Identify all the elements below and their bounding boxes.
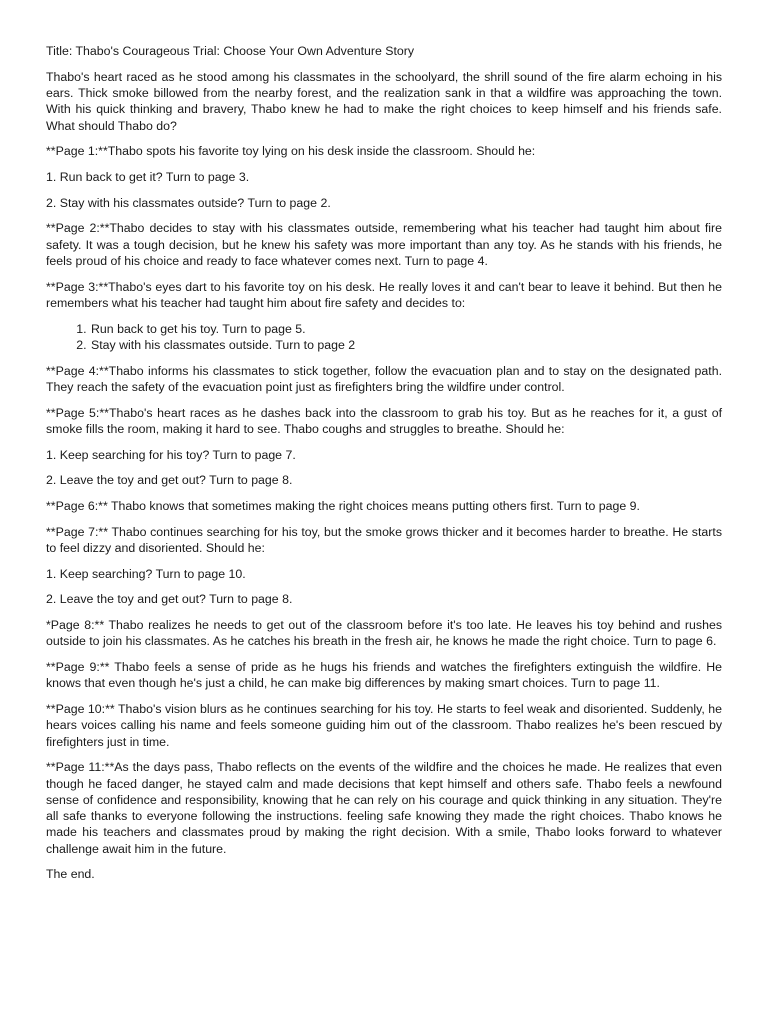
document-page xyxy=(46,43,722,892)
page-10-text: **Page 10:** Thabo's vision blurs as he continues searching for his toy. He starts to feel weak and disoriented. Suddenly, he hears voices calling his name and feels someone guiding him out of the classroom. Thabo realizes he's been rescued by firefighters just in time. xyxy=(46,701,722,749)
page-5-option-1: 1. Keep searching for his toy? Turn to page 7. xyxy=(46,447,296,462)
page-3-text: **Page 3:**Thabo's eyes dart to his favorite toy on his desk. He really loves it and can't bear to leave it behind. But then he remembers what his teacher had taught him about fire safety and decides to: xyxy=(46,279,722,310)
list-item: 1. Run back to get his toy. Turn to page 5. xyxy=(90,321,722,337)
page-7-option-2: 2. Leave the toy and get out? Turn to page 8. xyxy=(46,592,293,607)
page-9-text: **Page 9:** Thabo feels a sense of pride as he hugs his friends and watches the firefighters extinguish the wildfire. He knows that even though he's just a child, he can make big differences by making smart choices. Turn to page 11. xyxy=(46,659,722,691)
page-1-text: **Page 1:**Thabo spots his favorite toy lying on his desk inside the classroom. Should he: xyxy=(46,144,536,159)
page-6-text: **Page 6:** Thabo knows that sometimes making the right choices means putting others first. Turn to page 9. xyxy=(46,498,640,513)
page-1-option-1: 1. Run back to get it? Turn to page 3. xyxy=(46,169,250,184)
page-1-option-2: 2. Stay with his classmates outside? Turn to page 2. xyxy=(46,195,331,210)
page-7-option-1: 1. Keep searching? Turn to page 10. xyxy=(46,566,246,581)
page-8-text: *Page 8:** Thabo realizes he needs to get out of the classroom before it's too late. He leaves his toy behind and rushes outside to join his classmates. As he catches his breath in the fresh air, he knows he made the right choice. Turn to page 6. xyxy=(46,617,722,649)
ending-text: The end. xyxy=(46,867,95,882)
page-2-text: **Page 2:**Thabo decides to stay with his classmates outside, remembering what his teacher had taught him about fire safety. It was a tough decision, but he knew his safety was more important than any toy. As he stands with his friends, he feels proud of his choice and ready to face whatever comes next. Turn to page 4. xyxy=(46,221,722,268)
page-5-option-2: 2. Leave the toy and get out? Turn to page 8. xyxy=(46,473,293,488)
page-5-text: **Page 5:**Thabo's heart races as he dashes back into the classroom to grab his toy. But as he reaches for it, a gust of smoke fills the room, making it hard to see. Thabo coughs and struggles to breathe. Should he: xyxy=(46,405,722,436)
intro-paragraph: Thabo's heart raced as he stood among his classmates in the schoolyard, the shrill sound of the fire alarm echoing in his ears. Thick smoke billowed from the nearby forest, and the realization sank in that a wildfire was approaching the town. With his quick thinking and bravery, Thabo knew he had to make the right choices to keep himself and his friends safe. What should Thabo do? xyxy=(46,69,722,133)
page-11-text: **Page 11:**As the days pass, Thabo reflects on the events of the wildfire and the choices he made. He realizes that even though he faced danger, he stayed calm and made decisions that kept himself and others safe. Thabo feels a newfound sense of confidence and responsibility, knowing that he can rely on his courage and quick thinking in any situation. They're all safe thanks to everyone following the instructions. feeling safe knowing they made the right choices. Thabo knows he made his teachers and classmates proud by making the right decision. With a smile, Thabo looks forward to whatever challenge await him in the future. xyxy=(46,760,722,856)
page-4-text: **Page 4:**Thabo informs his classmates to stick together, follow the evacuation plan and to stay on the designated path. They reach the safety of the evacuation point just as firefighters bring the wildfire under control. xyxy=(46,363,722,394)
list-item: 2. Stay with his classmates outside. Turn to page 2 xyxy=(90,337,722,353)
page-3-options-list xyxy=(46,321,722,354)
document-title: Title: Thabo's Courageous Trial: Choose Your Own Adventure Story xyxy=(46,44,415,58)
page-7-text: **Page 7:** Thabo continues searching for his toy, but the smoke grows thicker and it becomes harder to breathe. He starts to feel dizzy and disoriented. Should he: xyxy=(46,524,722,555)
